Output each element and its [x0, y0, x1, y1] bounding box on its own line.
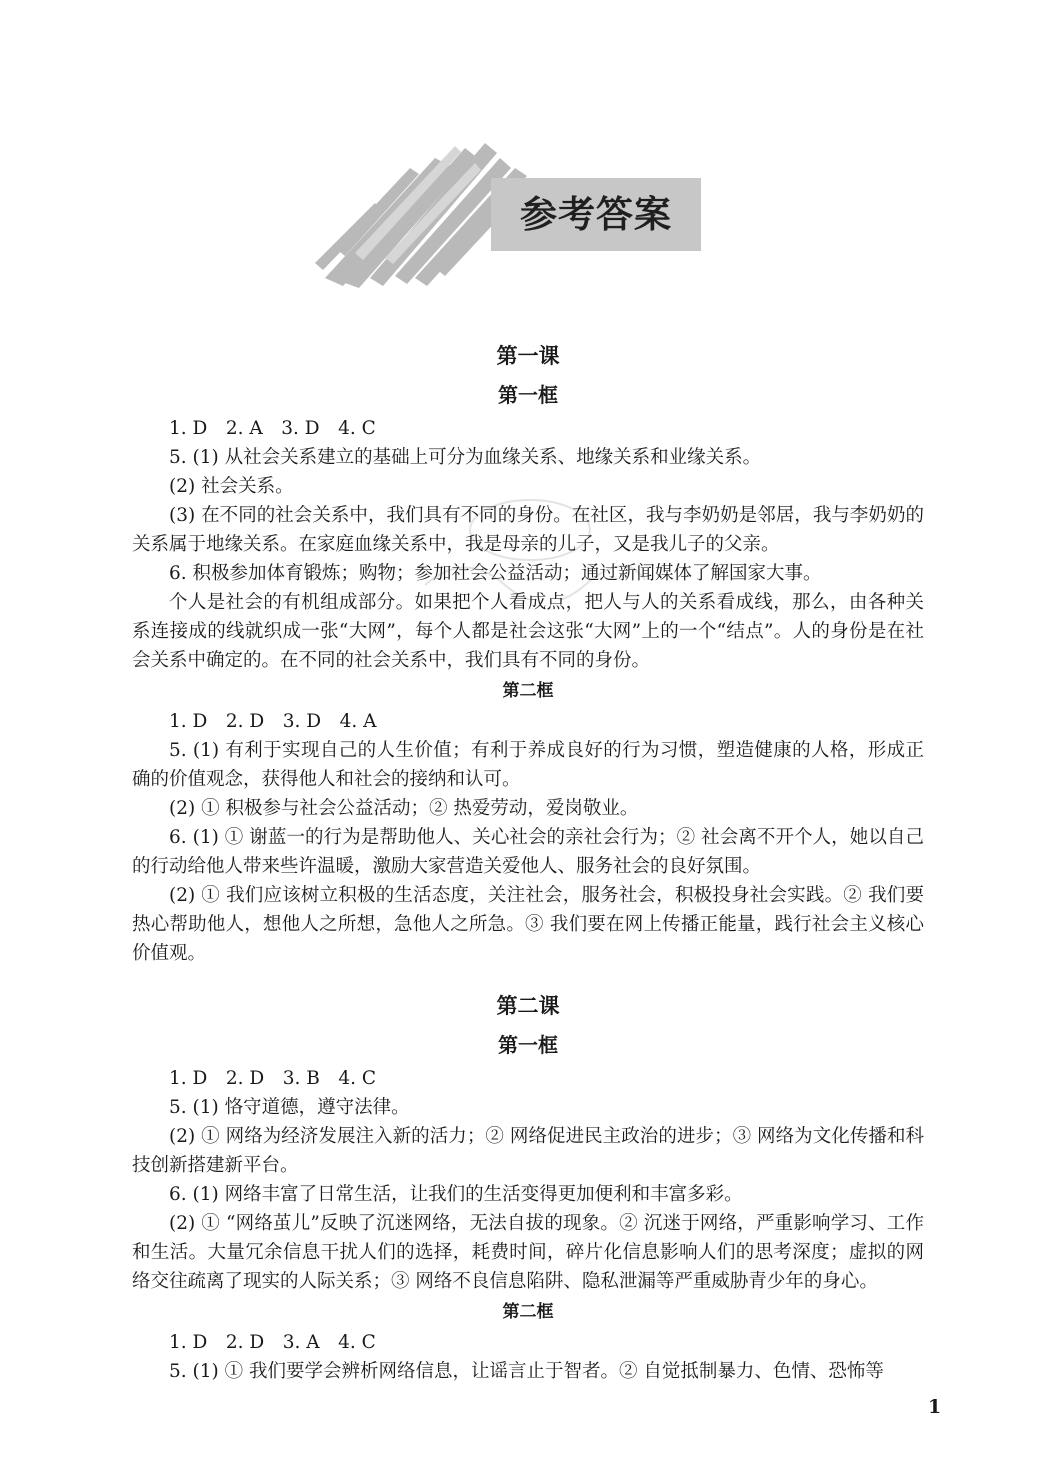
- lesson-title: 第一课: [496, 343, 560, 368]
- answer-line: (2) ① 网络为经济发展注入新的活力；② 网络促进民主政治的进步；③ 网络为文化传播和科技创新搭建新平台。: [132, 1126, 924, 1176]
- answer-line: 5. (1) 从社会关系建立的基础上可分为血缘关系、地缘关系和业缘关系。: [169, 447, 762, 468]
- answer-line: (2) ① 积极参与社会公益活动；② 热爱劳动，爱岗敬业。: [169, 798, 639, 819]
- answer-line: 1. D 2. D 3. A 4. C: [169, 1332, 376, 1353]
- answer-line: 6. 积极参加体育锻炼；购物；参加社会公益活动；通过新闻媒体了解国家大事。: [169, 563, 822, 584]
- answer-line: 6. (1) ① 谢蓝一的行为是帮助他人、关心社会的亲社会行为；② 社会离不开个人，她以自己的行动给他人带来些许温暖，激励大家营造关爱他人、服务社会的良好氛围。: [132, 827, 924, 877]
- answer-line: (2) ① 我们应该树立积极的生活态度，关注社会，服务社会，积极投身社会实践。② 我们要热心帮助他人，想他人之所想，急他人之所急。③ 我们要在网上传播正能量，践行社会主义核心价值观。: [132, 885, 924, 964]
- answer-line: 5. (1) 有利于实现自己的人生价值；有利于养成良好的行为习惯，塑造健康的人格，形成正确的价值观念，获得他人和社会的接纳和认可。: [132, 740, 924, 790]
- frame-title: 第一框: [498, 383, 558, 407]
- frame-title: 第一框: [498, 1033, 558, 1057]
- answer-line: 6. (1) 网络丰富了日常生活，让我们的生活变得更加便利和丰富多彩。: [169, 1184, 743, 1205]
- answer-line: 个人是社会的有机组成部分。如果把个人看成点，把人与人的关系看成线，那么，由各种关系连接成的线就织成一张“大网”，每个人都是社会这张“大网”上的一个“结点”。人的身份是在社会关系中确定的。在不同的社会关系中，我们具有不同的身份。: [132, 592, 924, 671]
- answer-content: [132, 336, 924, 1386]
- frame-title: 第二框: [502, 681, 554, 701]
- page-title: 参考答案: [520, 193, 672, 236]
- answer-line: (2) ① “网络茧儿”反映了沉迷网络，无法自拔的现象。② 沉迷于网络，严重影响学习、工作和生活。大量冗余信息干扰人们的选择，耗费时间，碎片化信息影响人们的思考深度；虚拟的网络交往疏离了现实的人际关系；③ 网络不良信息陷阱、隐私泄漏等严重威胁青少年的身心。: [132, 1213, 924, 1292]
- title-banner: [315, 128, 705, 293]
- answer-line: (3) 在不同的社会关系中，我们具有不同的身份。在社区，我与李奶奶是邻居，我与李奶奶的关系属于地缘关系。在家庭血缘关系中，我是母亲的儿子，又是我儿子的父亲。: [132, 505, 924, 555]
- lesson-title: 第二课: [496, 993, 560, 1018]
- frame-title: 第二框: [502, 1302, 554, 1322]
- answer-line: 5. (1) ① 我们要学会辨析网络信息，让谣言止于智者。② 自觉抵制暴力、色情、恐怖等: [169, 1361, 884, 1382]
- answer-line: 1. D 2. A 3. D 4. C: [169, 418, 376, 439]
- answer-line: (2) 社会关系。: [169, 476, 294, 497]
- page-number: 1: [928, 1396, 942, 1418]
- answer-line: 1. D 2. D 3. D 4. A: [169, 711, 377, 732]
- answer-line: 1. D 2. D 3. B 4. C: [169, 1068, 377, 1089]
- answer-line: 5. (1) 恪守道德，遵守法律。: [169, 1097, 410, 1118]
